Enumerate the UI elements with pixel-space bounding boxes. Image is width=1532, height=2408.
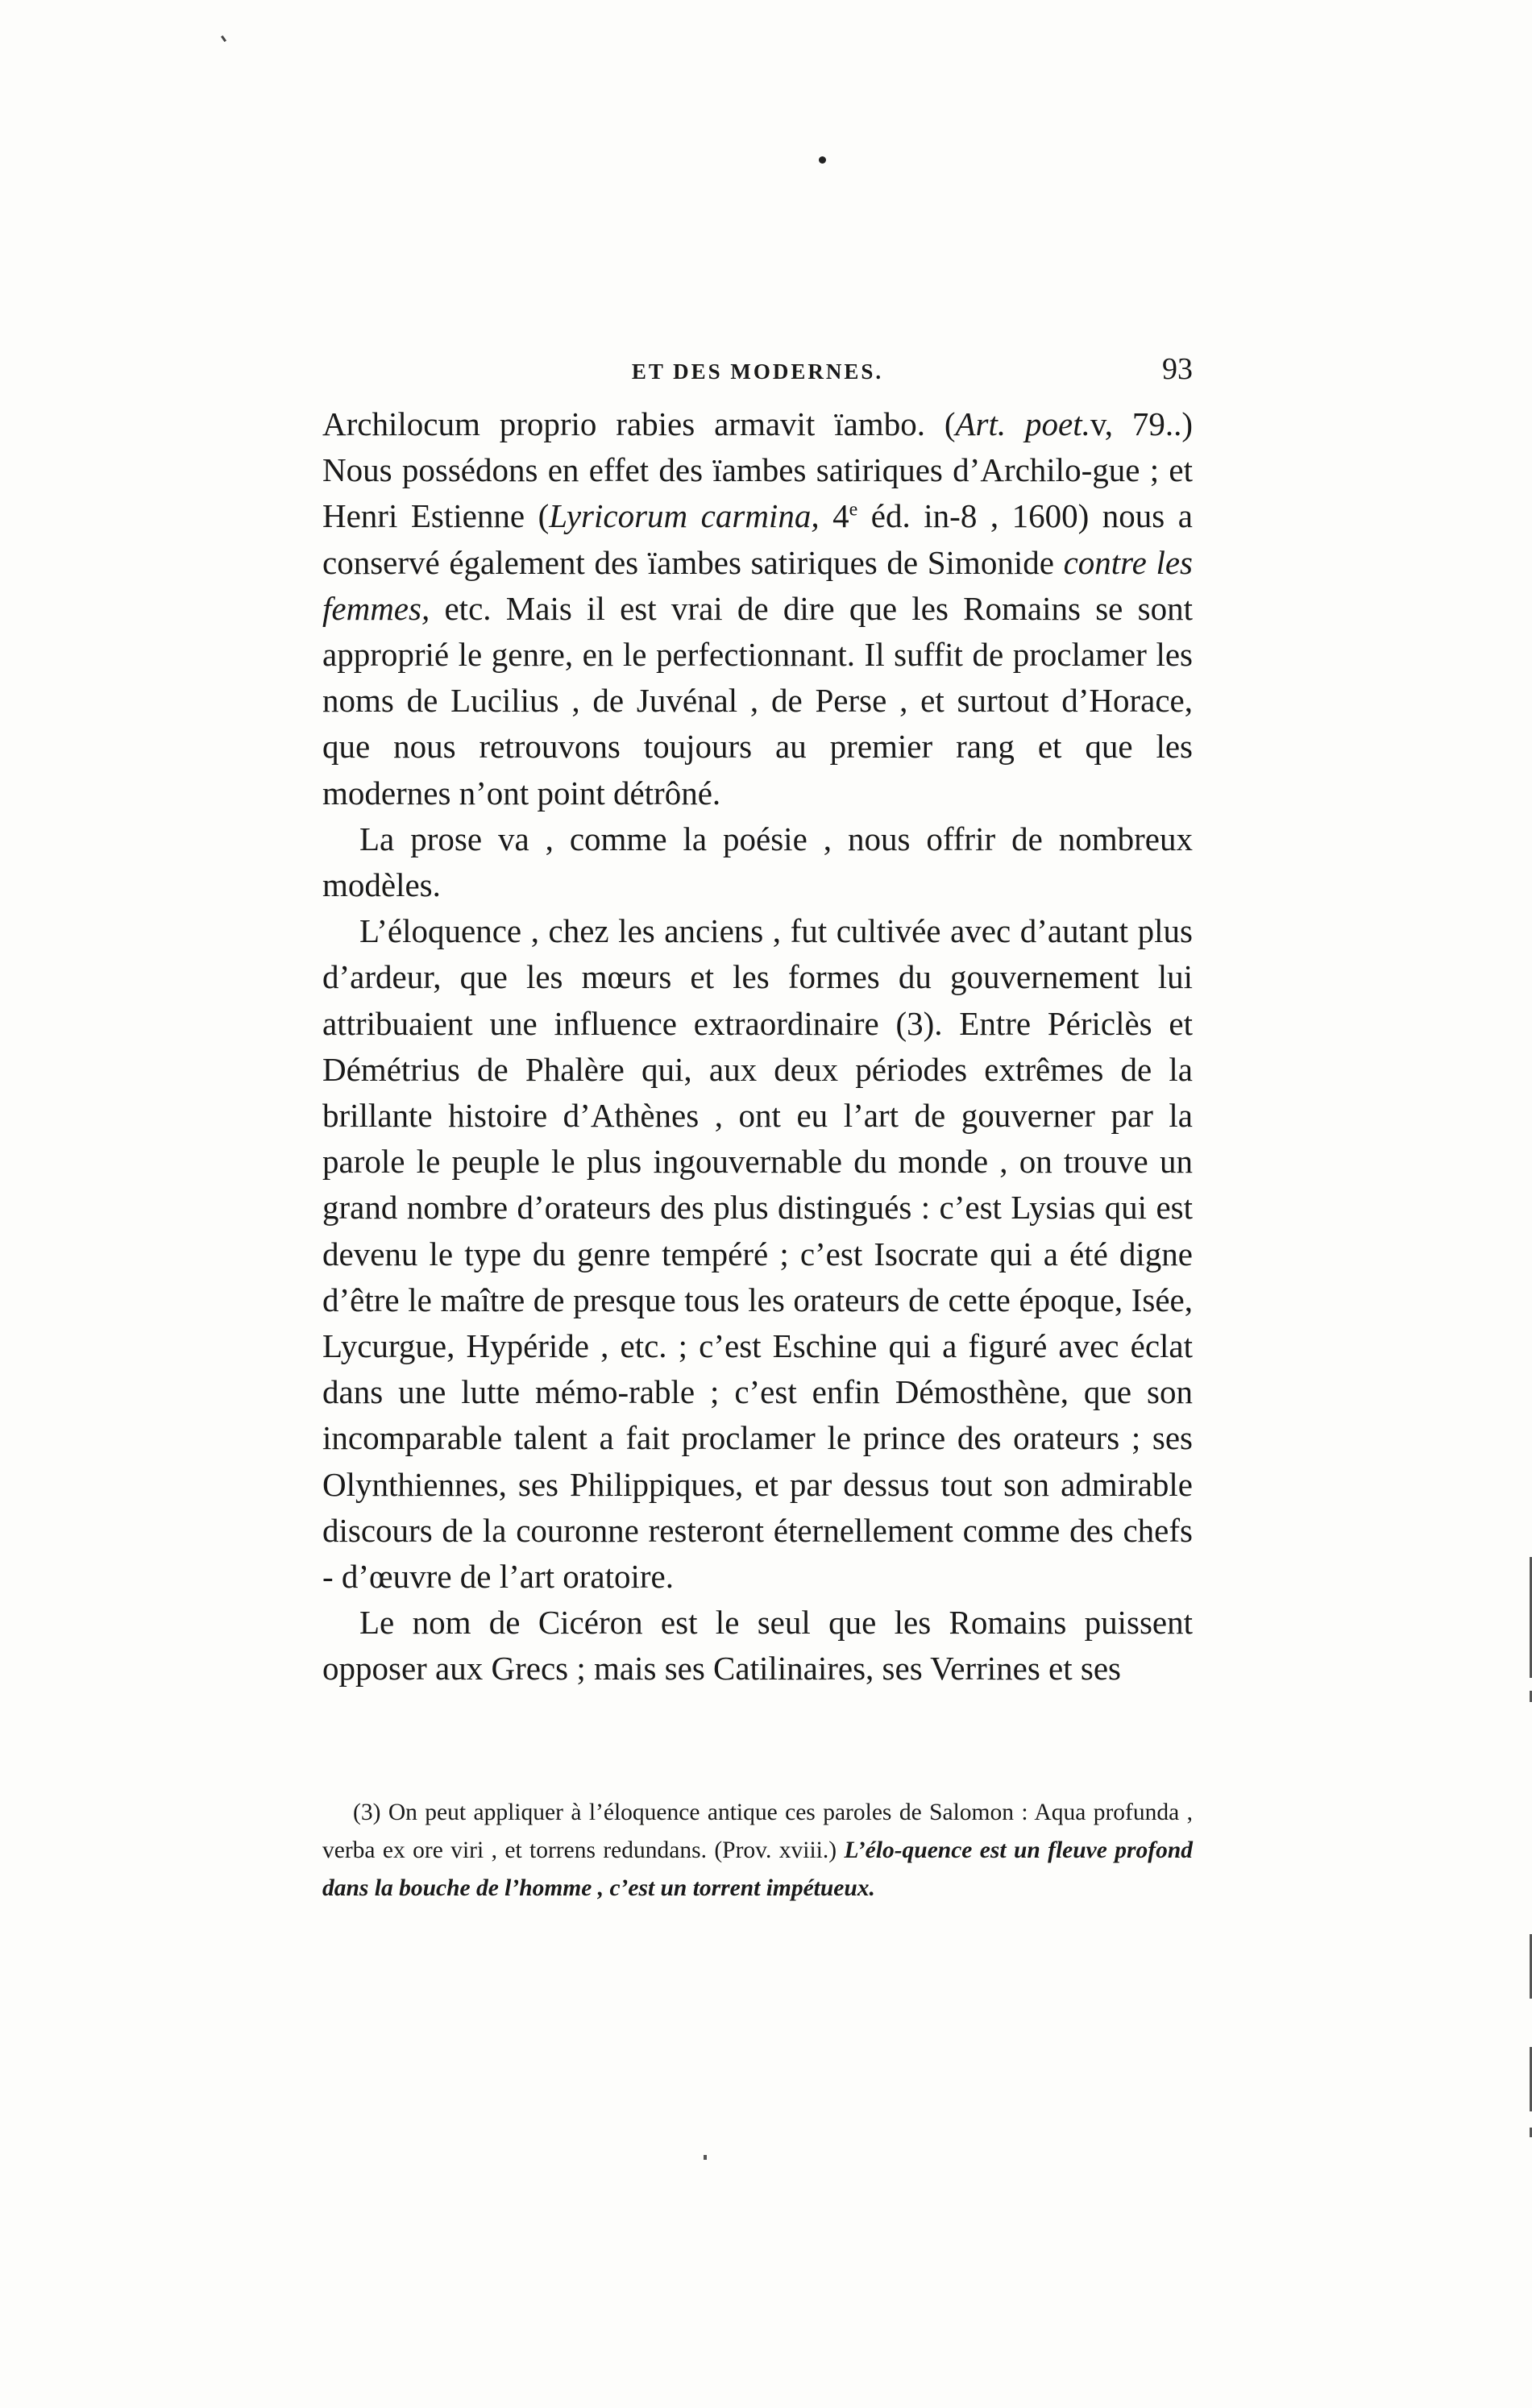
italic-text: Art. poet. [955,405,1090,442]
text-run: éd. in-8 , 1600) nous a conservé également des ïambes satiriques de Simonide [322,497,1193,581]
text-run: La prose va , comme la poésie , nous offrir de nombreux modèles. [322,820,1193,904]
paragraph [322,908,1193,1600]
paragraph [322,1600,1193,1692]
superscript: e [849,499,858,521]
page-number: 93 [1162,352,1193,386]
ink-mark [221,35,226,42]
paragraph [322,816,1193,908]
footnotes [322,1794,1193,1908]
text-run: Archilocum proprio rabies armavit ïambo. ( [322,405,956,442]
running-title: ET DES MODERNES. [631,359,884,384]
text-run: (3) On peut appliquer à l’éloquence antique ces paroles de Salomon : Aqua profunda , verba ex ore viri , et torrens redundans. (Prov. xviii.) [322,1800,1193,1863]
text-run: etc. Mais il est vrai de dire que les Romains se sont approprié le genre, en le perfectionnant. Il suffit de proclamer les noms de Lucilius , de Juvénal , de Perse , et surtout d’Horace, que nous retrouvons toujours au premier rang et que les modernes n’ont point détrôné. [322,589,1193,812]
text-run: Le nom de Cicéron est le seul que les Romains puissent opposer aux Grecs ; mais ses Catilinaires, ses Verrines et ses [322,1604,1193,1688]
main-text [322,401,1193,1692]
ink-mark [704,2155,707,2160]
footnote [322,1794,1193,1908]
text-run: 4 [819,497,849,535]
ink-dot [819,156,826,164]
italic-text: Lyricorum carmina, [549,497,820,535]
paragraph [322,401,1193,816]
text-run: L’éloquence , chez les anciens , fut cultivée avec d’autant plus d’ardeur, que les mœurs et les formes du gouvernement lui attribuaient une influence extraordinaire (3). Entre Périclès et Démétrius de Phalère qui, aux deux périodes extrêmes de la brillante histoire d’Athènes , ont eu l’art de gouverner par la parole le peuple le plus ingouvernable du monde , on trouve un grand nombre d’orateurs des plus distingués : c’est Lysias qui est devenu le type du genre tempéré ; c’est Isocrate qui a été digne d’être le maître de presque tous les orateurs de cette époque, Isée, Lycurgue, Hypéride , etc. ; c’est Eschine qui a figuré avec éclat dans une lutte mémo-rable ; c’est enfin Démosthène, que son incomparable talent a fait proclamer le prince des orateurs ; ses Olynthiennes, ses Philippiques, et par dessus tout son admirable discours de la couronne resteront éternellement comme des chefs - d’œuvre de l’art oratoire. [322,912,1193,1596]
text-run: v, 79..) Nous possédons en effet des ïambes satiriques d’Archilo-gue ; et Henri Estienne ( [322,405,1193,535]
italic-text: contre les femmes, [322,543,1194,627]
italic-text: L’élo-quence est un fleuve profond dans la bouche de l’homme , c’est un torrent impétueux. [322,1837,1193,1901]
running-head [322,351,1193,400]
